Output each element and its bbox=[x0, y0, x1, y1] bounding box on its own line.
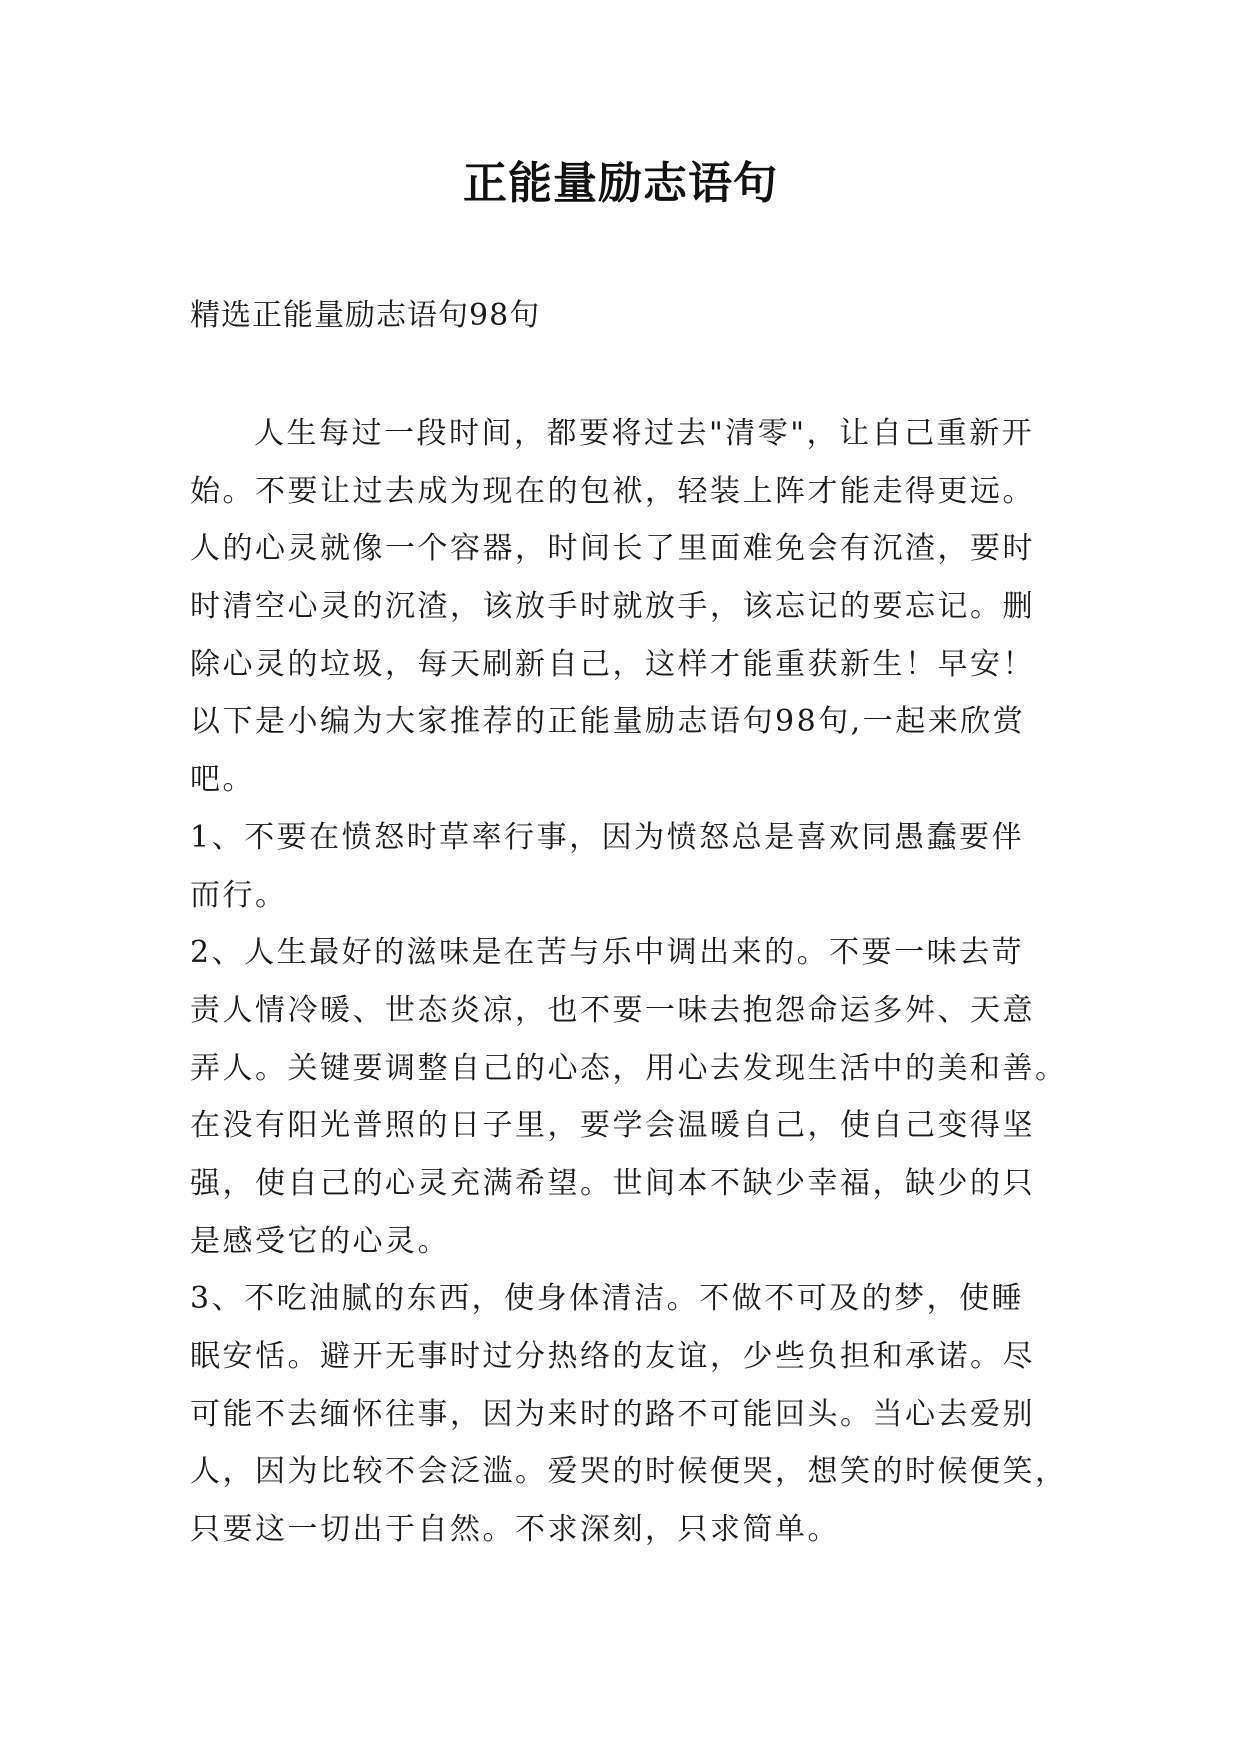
list-item-line: 只要这一切出于自然。不求深刻，只求简单。 bbox=[190, 1512, 840, 1548]
list-item-line: 强，使自己的心灵充满希望。世间本不缺少幸福，缺少的只 bbox=[190, 1165, 1035, 1201]
list-item-line: 是感受它的心灵。 bbox=[190, 1223, 450, 1259]
paragraph-line: 时清空心灵的沉渣，该放手时就放手，该忘记的要忘记。删 bbox=[190, 589, 1035, 625]
list-item-line: 人，因为比较不会泛滥。爱哭的时候便哭，想笑的时候便笑， bbox=[190, 1454, 1068, 1490]
paragraph-line: 吧。 bbox=[190, 762, 255, 798]
paragraph-line: 以下是小编为大家推荐的正能量励志语句98句,一起来欣赏 bbox=[190, 704, 1026, 740]
document-subtitle: 精选正能量励志语句98句 bbox=[190, 298, 541, 333]
document-body bbox=[190, 405, 1070, 1559]
list-item-line: 弄人。关键要调整自己的心态，用心去发现生活中的美和善。 bbox=[190, 1050, 1068, 1086]
paragraph-line: 人生每过一段时间，都要将过去"清零"，让自己重新开 bbox=[254, 416, 1035, 451]
list-item-line: 3、不吃油腻的东西，使身体清洁。不做不可及的梦，使睡 bbox=[190, 1281, 1025, 1317]
paragraph-line: 除心灵的垃圾，每天刷新自己，这样才能重获新生！早安！ bbox=[190, 646, 1035, 682]
list-item-line: 而行。 bbox=[190, 877, 288, 913]
list-item-line: 可能不去缅怀往事，因为来时的路不可能回头。当心去爱别 bbox=[190, 1396, 1035, 1432]
list-item-line: 2、人生最好的滋味是在苦与乐中调出来的。不要一味去苛 bbox=[190, 935, 1025, 971]
paragraph-line: 始。不要让过去成为现在的包袱，轻装上阵才能走得更远。 bbox=[190, 473, 1035, 509]
page-title: 正能量励志语句 bbox=[463, 158, 778, 209]
list-item-line: 在没有阳光普照的日子里，要学会温暖自己，使自己变得坚 bbox=[190, 1108, 1035, 1144]
paragraph-line: 人的心灵就像一个容器，时间长了里面难免会有沉渣，要时 bbox=[190, 531, 1035, 567]
list-item-line: 责人情冷暖、世态炎凉，也不要一味去抱怨命运多舛、天意 bbox=[190, 992, 1035, 1028]
list-item-line: 眠安恬。避开无事时过分热络的友谊，少些负担和承诺。尽 bbox=[190, 1339, 1035, 1374]
list-item-line: 1、不要在愤怒时草率行事，因为愤怒总是喜欢同愚蠢要伴 bbox=[190, 819, 1025, 855]
